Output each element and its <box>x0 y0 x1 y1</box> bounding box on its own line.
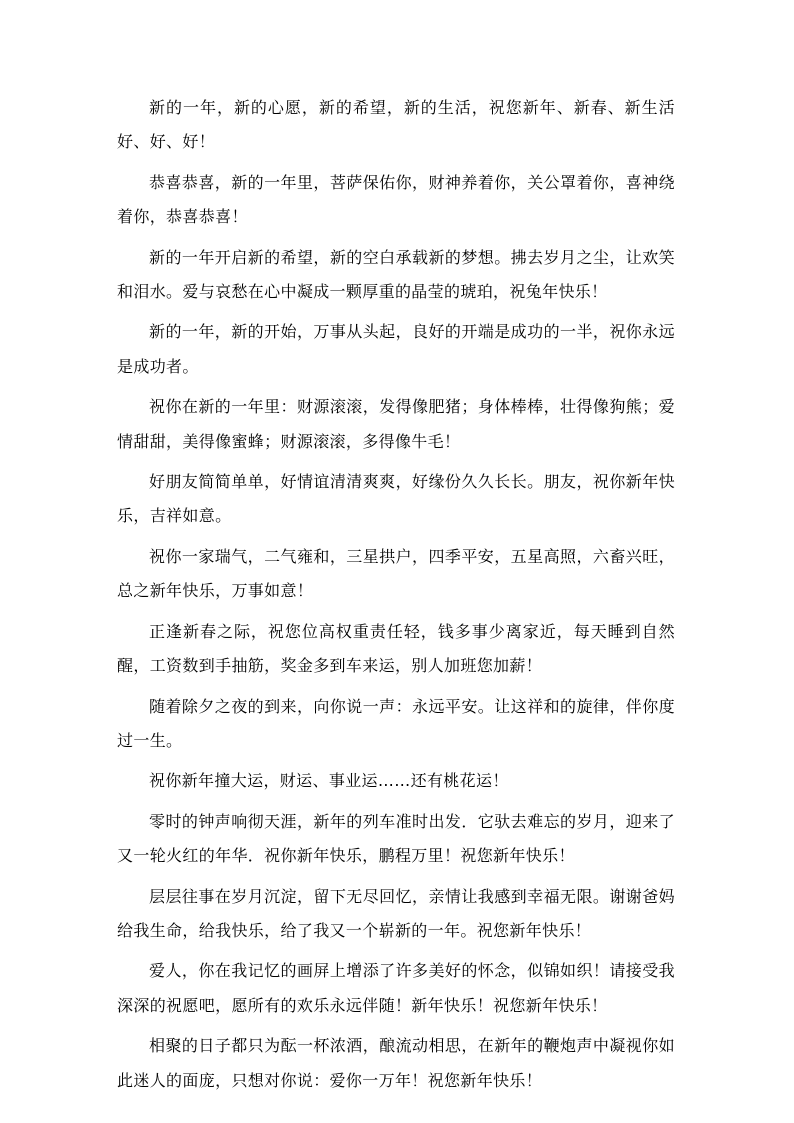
paragraph-12: 层层往事在岁月沉淀，留下无尽回忆，亲情让我感到幸福无限。谢谢爸妈给我生命，给我快乐，给了我又一个崭新的一年。祝您新年快乐！ <box>117 886 675 940</box>
paragraph-9: 随着除夕之夜的到来，向你说一声：永远平安。让这祥和的旋律，伴你度过一生。 <box>117 696 675 750</box>
document-body <box>117 91 675 1104</box>
paragraph-6: 好朋友简简单单，好情谊清清爽爽，好缘份久久长长。朋友，祝你新年快乐，吉祥如意。 <box>117 472 675 526</box>
paragraph-1: 新的一年，新的心愿，新的希望，新的生活，祝您新年、新春、新生活好、好、好！ <box>117 98 675 152</box>
paragraph-7: 祝你一家瑞气，二气雍和，三星拱户，四季平安，五星高照，六畜兴旺，总之新年快乐，万事如意！ <box>117 546 675 601</box>
paragraph-8: 正逢新春之际，祝您位高权重责任轻，钱多事少离家近，每天睡到自然醒，工资数到手抽筋，奖金多到车来运，别人加班您加薪！ <box>117 621 675 676</box>
paragraph-2: 恭喜恭喜，新的一年里，菩萨保佑你，财神养着你，关公罩着你，喜神绕着你，恭喜恭喜！ <box>117 172 675 227</box>
paragraph-13: 爱人，你在我记忆的画屏上增添了许多美好的怀念，似锦如织！请接受我深深的祝愿吧，愿所有的欢乐永远伴随！新年快乐！祝您新年快乐！ <box>117 961 675 1015</box>
paragraph-11: 零时的钟声响彻天涯，新年的列车准时出发．它驮去难忘的岁月，迎来了又一轮火红的年华．祝你新年快乐，鹏程万里！祝您新年快乐！ <box>117 811 675 866</box>
paragraph-10: 祝你新年撞大运，财运、事业运……还有桃花运！ <box>149 771 509 791</box>
paragraph-3: 新的一年开启新的希望，新的空白承载新的梦想。拂去岁月之尘，让欢笑和泪水。爱与哀愁在心中凝成一颗厚重的晶莹的琥珀，祝兔年快乐！ <box>117 247 675 302</box>
paragraph-5: 祝你在新的一年里：财源滚滚，发得像肥猪；身体棒棒，壮得像狗熊；爱情甜甜，美得像蜜蜂；财源滚滚，多得像牛毛！ <box>117 397 675 451</box>
paragraph-4: 新的一年，新的开始，万事从头起，良好的开端是成功的一半，祝你永远是成功者。 <box>117 322 675 376</box>
paragraph-14: 相聚的日子都只为酝一杯浓酒，酿流动相思，在新年的鞭炮声中凝视你如此迷人的面庞，只想对你说：爱你一万年！祝您新年快乐！ <box>117 1036 675 1090</box>
